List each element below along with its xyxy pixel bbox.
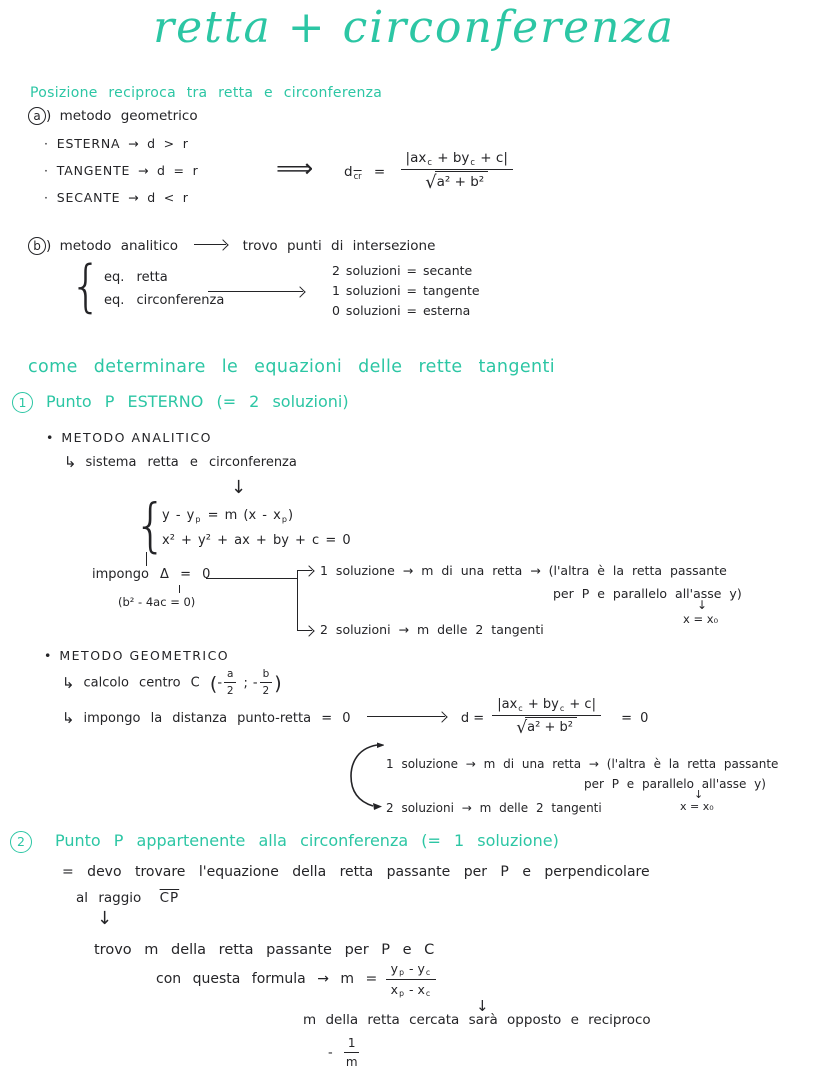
num-part: - y: [405, 961, 425, 976]
system2-eq2: x² + y² + ax + by + c = 0: [162, 533, 351, 548]
bullet-icon: •: [46, 430, 54, 445]
down-arrow-icon: ↓: [97, 908, 113, 929]
method-b-note: trovo punti di intersezione: [242, 238, 436, 254]
connector-line: [146, 552, 147, 566]
method-a-paren: ): [46, 108, 52, 124]
bullet-icon: •: [44, 648, 52, 663]
fraction-numerator: [492, 697, 601, 716]
step-centro-text: calcolo centro C: [83, 675, 200, 691]
den-part: - x: [405, 981, 425, 997]
down-arrow-icon: ↓: [697, 598, 708, 612]
fraction-numerator: 1: [344, 1036, 360, 1053]
subscript: c: [425, 989, 431, 999]
case-row-esterna: [44, 136, 189, 152]
fraction-denominator: 2: [262, 685, 270, 698]
num-part: + by: [432, 150, 470, 166]
num-part: + c|: [476, 150, 508, 166]
branch-arm-top-icon: [297, 570, 312, 571]
case2-line3: trovo m della retta passante per P e C: [94, 942, 435, 958]
branch-one: 1 soluzione → m di una retta → (l'altra è la retta passante: [386, 757, 779, 771]
half-a-fraction: [224, 668, 236, 698]
eq-part: = m (x - x: [201, 508, 281, 523]
system2-brace: {: [134, 492, 168, 560]
fraction-numerator: [401, 150, 513, 170]
num-part: + by: [523, 697, 559, 712]
fraction-denominator: m: [345, 1055, 358, 1069]
case2-line1: = devo trovare l'equazione della retta passante per P e perpendicolare: [62, 864, 650, 880]
fraction-denominator: [516, 716, 577, 739]
branch-x-note: x = x₀: [683, 612, 719, 626]
case2-badge: [10, 831, 32, 853]
case2-final-row: [328, 1036, 363, 1070]
sqrt-sign: √: [516, 718, 528, 739]
case-row-secante: [44, 190, 189, 206]
branch-arm-bottom-icon: [297, 630, 312, 631]
half-b-fraction: [260, 668, 273, 698]
circled-number: 2: [10, 831, 32, 853]
method-a-label: metodo geometrico: [59, 108, 198, 124]
subscript: c: [470, 156, 476, 167]
distance-fraction: [401, 150, 513, 194]
num-part: y: [390, 961, 399, 976]
metodo-geometrico-label: METODO GEOMETRICO: [59, 648, 230, 663]
subscript: c: [425, 968, 431, 978]
hook-arrow-icon: ↳: [62, 673, 75, 692]
circled-number: 1: [12, 392, 33, 413]
metodo-geometrico-row: [44, 648, 229, 664]
fraction-numerator: [386, 961, 436, 980]
minus-sign: -: [252, 675, 258, 691]
fraction-numerator: b: [260, 668, 273, 683]
dot-bullet-icon: ·: [44, 136, 49, 151]
fraction-numerator: a: [224, 668, 236, 683]
branch-x-note: x = x₀: [680, 800, 714, 813]
fraction-denominator: [391, 980, 431, 998]
distance-lhs-subscript: $\overline{cr}$: [353, 170, 362, 181]
impose-row: impongo Δ = 0: [92, 567, 211, 582]
center-close-paren: ): [274, 672, 282, 695]
step-sistema-text: sistema retta e circonferenza: [85, 455, 297, 470]
eq-part: ): [287, 508, 294, 523]
num-part: |ax: [405, 150, 427, 166]
distance-formula: [344, 150, 517, 194]
down-arrow-icon: ↓: [476, 997, 489, 1015]
branch-one: 1 soluzione → m di una retta → (l'altra è la retta passante: [320, 563, 727, 578]
case-text: TANGENTE → d = r: [56, 163, 199, 178]
method-a-badge: a: [28, 107, 46, 125]
method-b-row: [28, 237, 435, 255]
system-line-circonferenza: eq. circonferenza: [104, 293, 225, 308]
branch-connector: [206, 578, 297, 579]
method-b-badge: b: [28, 237, 46, 255]
minus-sign: -: [328, 1045, 333, 1061]
system2-eq1: [162, 508, 293, 524]
dot-bullet-icon: ·: [44, 190, 49, 205]
branch-two: 2 soluzioni → m delle 2 tangenti: [386, 801, 602, 815]
down-arrow-icon: ↓: [694, 788, 704, 801]
den-part: x: [390, 981, 399, 997]
result-line: 1 soluzioni = tangente: [332, 283, 480, 298]
center-open-paren: (: [209, 672, 218, 695]
case2-title: Punto P appartenente alla circonferenza (= 1 soluzione): [55, 831, 559, 850]
step-distanza-row: [62, 697, 648, 740]
raggio-label: al raggio: [76, 890, 142, 906]
case-text: SECANTE → d < r: [56, 190, 189, 205]
tangenti-heading: come determinare le equazioni delle rette tangenti: [28, 357, 556, 377]
case2-formula-row: [156, 961, 440, 997]
hook-arrow-icon: ↳: [62, 708, 75, 727]
down-arrow-icon: ↓: [231, 477, 247, 498]
posizione-heading: Posizione reciproca tra retta e circonferenza: [30, 85, 383, 101]
distance2-lhs: d =: [460, 710, 485, 726]
dot-bullet-icon: ·: [44, 163, 49, 178]
result-line: 0 soluzioni = esterna: [332, 303, 471, 318]
subscript: p: [399, 989, 404, 999]
formula-prefix: con questa formula → m =: [156, 971, 378, 988]
case-row-tangente: [44, 163, 199, 179]
fraction-denominator: [425, 170, 488, 194]
case1-title: Punto P ESTERNO (= 2 soluzioni): [46, 392, 349, 411]
subscript: c: [518, 703, 523, 713]
system-line-retta: eq. retta: [104, 270, 168, 285]
page-title: retta + circonferenza: [153, 2, 675, 53]
branch-one-cont: per P e parallelo all'asse y): [584, 777, 766, 791]
subscript: p: [281, 514, 287, 524]
radicand: a² + b²: [435, 171, 489, 190]
slope-fraction: [386, 961, 436, 997]
subscript: p: [195, 514, 201, 524]
method-a-row: [28, 107, 198, 125]
eq-part: y - y: [162, 508, 195, 523]
separator: ;: [243, 675, 248, 691]
num-part: + c|: [565, 697, 596, 712]
step-centro-row: [62, 668, 282, 698]
case-text: ESTERNA → d > r: [56, 136, 189, 151]
segment-cp: $\overline{CP}$: [159, 890, 180, 906]
result-line: 2 soluzioni = secante: [332, 263, 473, 278]
sqrt-sign: √: [425, 171, 437, 193]
branch-bracket: [297, 570, 298, 630]
case2-raggio-row: [76, 890, 179, 907]
subscript: c: [559, 703, 565, 713]
equals-sign: =: [373, 164, 386, 181]
fraction-denominator: 2: [226, 685, 234, 698]
method-b-paren: ): [46, 238, 52, 254]
subscript: c: [427, 156, 432, 167]
impose-note: (b² - 4ac = 0): [118, 595, 196, 609]
right-arrow-icon: [194, 244, 226, 245]
hook-arrow-icon: ↳: [64, 453, 77, 471]
method-b-label: metodo analitico: [59, 238, 179, 254]
case2-line5: m della retta cercata sarà opposto e reciproco: [303, 1012, 651, 1028]
long-arrow-icon: [367, 716, 445, 717]
distance-lhs: d: [344, 164, 353, 181]
step-sistema-row: [64, 453, 297, 472]
metodo-analitico-label: METODO ANALITICO: [61, 430, 212, 445]
equals-zero: = 0: [621, 710, 649, 726]
case1-badge: [12, 392, 33, 413]
long-arrow-icon: [208, 291, 303, 292]
radicand: a² + b²: [525, 717, 577, 735]
branch-two: 2 soluzioni → m delle 2 tangenti: [320, 622, 544, 637]
system-brace: {: [70, 253, 102, 319]
branch-curve: [340, 740, 384, 814]
subscript: p: [399, 968, 404, 978]
branch-one-cont: per P e parallelo all'asse y): [553, 586, 742, 601]
minus-sign: -: [217, 675, 223, 691]
delta-tick: [179, 585, 180, 593]
step-distanza-text: impongo la distanza punto-retta = 0: [83, 710, 351, 726]
num-part: |ax: [497, 697, 518, 712]
reciprocal-fraction: [344, 1036, 360, 1070]
distance2-fraction: [492, 697, 601, 740]
implies-icon: ⟹: [276, 154, 314, 184]
metodo-analitico-row: [46, 430, 212, 446]
